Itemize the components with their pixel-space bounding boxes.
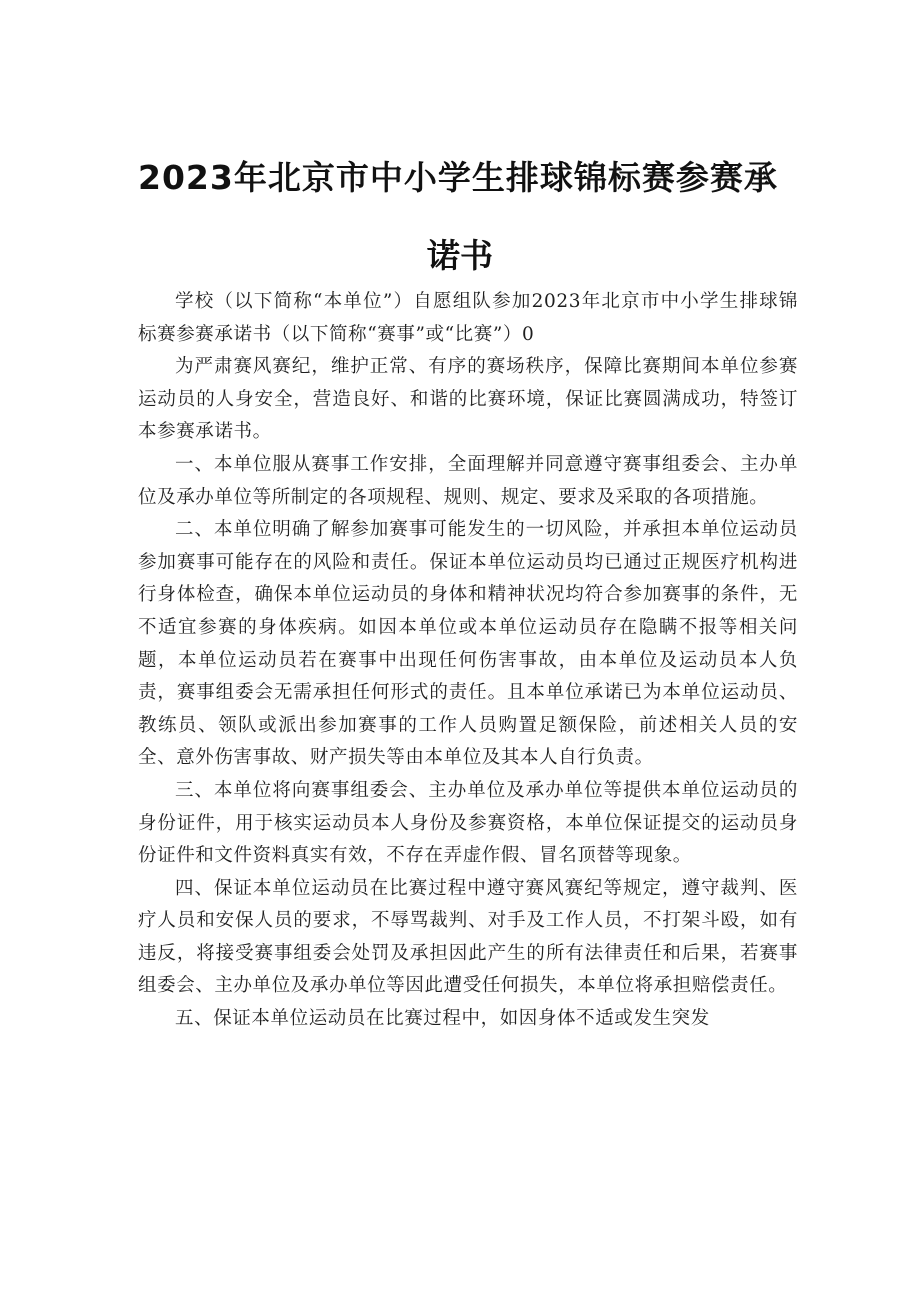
paragraph-purpose: 为严肃赛风赛纪，维护正常、有序的赛场秩序，保障比赛期间本单位参赛运动员的人身安全，营造良好、和谐的比赛环境，保证比赛圆满成功，特签订本参赛承诺书。: [138, 356, 798, 443]
document-title-line-2: 诺书: [427, 236, 493, 275]
paragraph-intro: 学校（以下简称“本单位”）自愿组队参加2023年北京市中小学生排球锦标赛参赛承诺书（以下简称“赛事”或“比赛”）0: [138, 291, 798, 345]
paragraph-clause-3: 三、本单位将向赛事组委会、主办单位及承办单位等提供本单位运动员的身份证件，用于核实运动员本人身份及参赛资格，本单位保证提交的运动员身份证件和文件资料真实有效，不存在弄虚作假、冒名顶替等现象。: [138, 779, 798, 867]
paragraph-clause-1: 一、本单位服从赛事工作安排，全面理解并同意遵守赛事组委会、主办单位及承办单位等所制定的各项规程、规则、规定、要求及采取的各项措施。: [138, 453, 798, 508]
document-title-line-1: 2023年北京市中小学生排球锦标赛参赛承: [138, 158, 778, 197]
paragraph-clause-2: 二、本单位明确了解参加赛事可能发生的一切风险，并承担本单位运动员参加赛事可能存在的风险和责任。保证本单位运动员均已通过正规医疗机构进行身体检查，确保本单位运动员的身体和精神状况均符合参加赛事的条件，无不适宜参赛的身体疾病。如因本单位或本单位运动员存在隐瞒不报等相关问题，本单位运动员若在赛事中出现任何伤害事故，由本单位及运动员本人负责，赛事组委会无需承担任何形式的责任。且本单位承诺已为本单位运动员、教练员、领队或派出参加赛事的工作人员购置足额保险，前述相关人员的安全、意外伤害事故、财产损失等由本单位及其本人自行负责。: [138, 519, 798, 769]
paragraph-clause-4: 四、保证本单位运动员在比赛过程中遵守赛风赛纪等规定，遵守裁判、医疗人员和安保人员的要求，不辱骂裁判、对手及工作人员，不打架斗殴，如有违反，将接受赛事组委会处罚及承担因此产生的所有法律责任和后果，若赛事组委会、主办单位及承办单位等因此遭受任何损失，本单位将承担赔偿责任。: [138, 877, 798, 997]
paragraph-clause-5: 五、保证本单位运动员在比赛过程中，如因身体不适或发生突发: [175, 1008, 710, 1030]
document-body: [138, 286, 798, 1036]
